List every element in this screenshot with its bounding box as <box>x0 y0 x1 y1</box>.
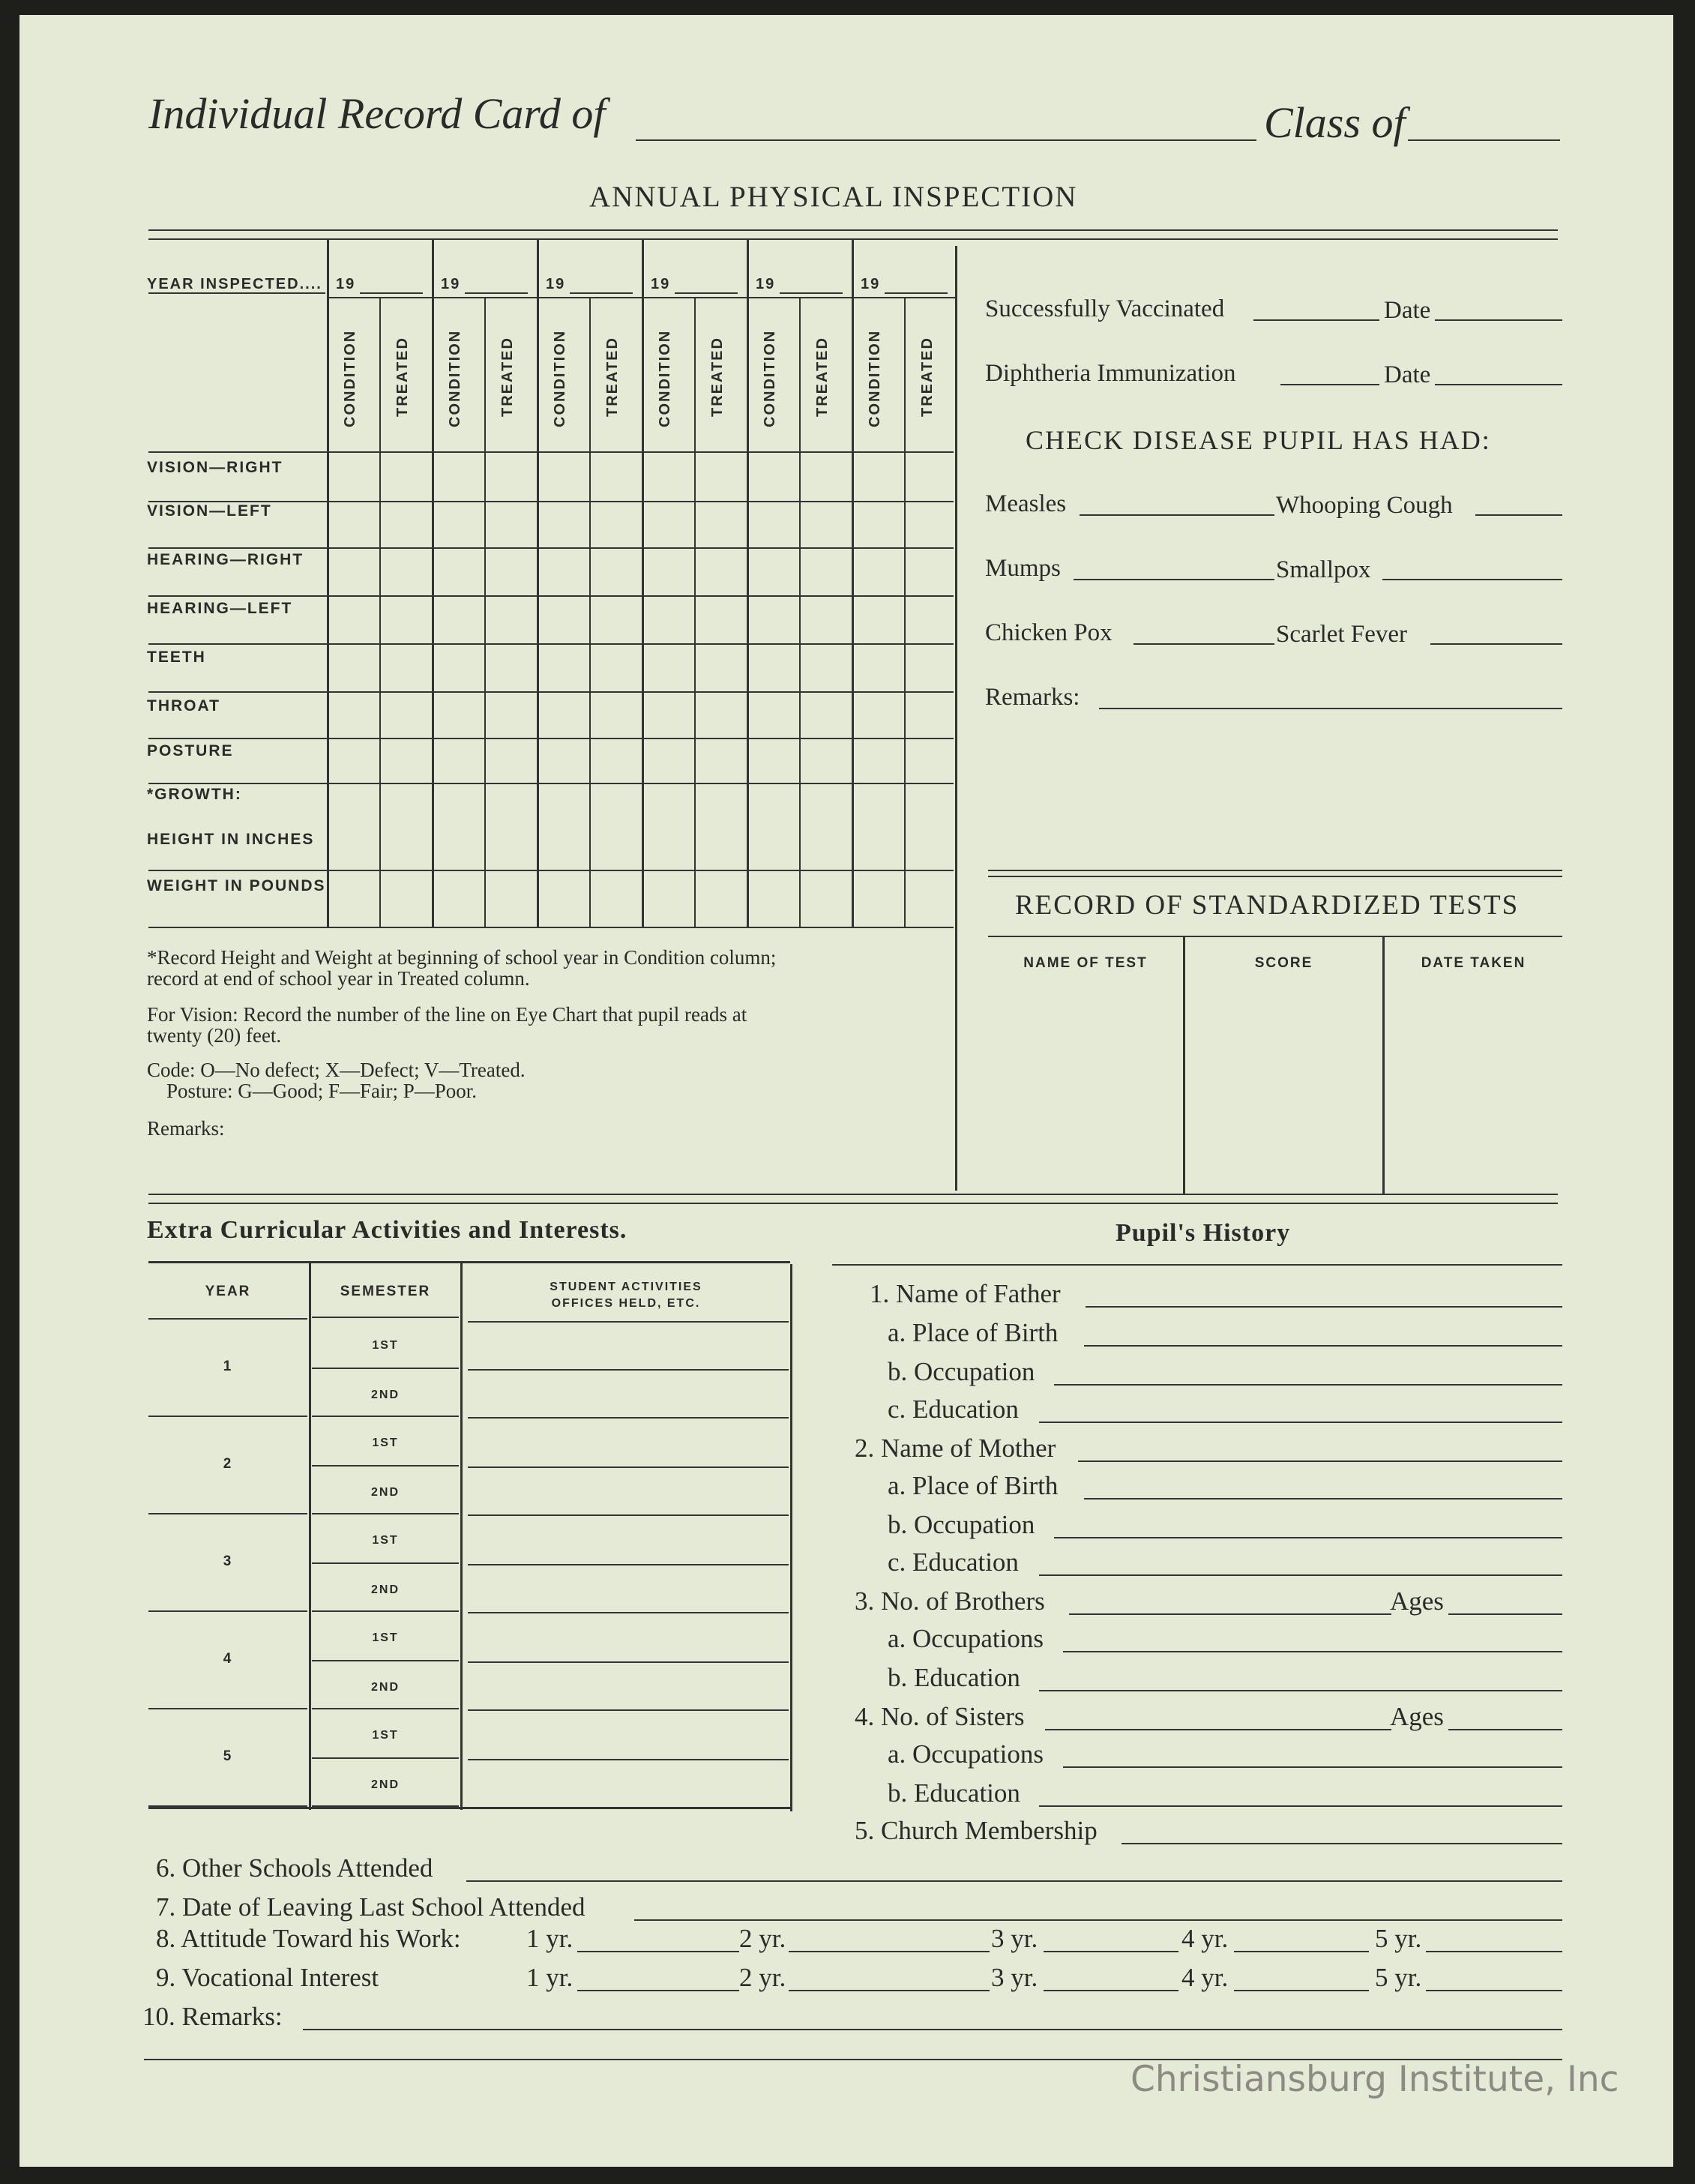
year-prefix: 19 <box>546 276 566 292</box>
row-label: TEETH <box>147 649 206 666</box>
blank-line <box>634 1919 1562 1921</box>
col-name-of-test: NAME OF TEST <box>1023 955 1148 971</box>
whooping-label: Whooping Cough <box>1276 492 1453 519</box>
blank-line <box>789 1951 990 1952</box>
year-number: 2 <box>223 1456 233 1472</box>
history-item: 3. No. of Brothers <box>855 1586 1045 1616</box>
year-label: 3 yr. <box>991 1963 1038 1992</box>
rule <box>148 1807 790 1809</box>
blank-line <box>1044 1951 1178 1952</box>
row-line <box>148 870 954 871</box>
year-col-divider <box>432 240 434 928</box>
mumps-label: Mumps <box>985 555 1061 582</box>
blank-line <box>1074 579 1274 580</box>
card-title: Individual Record Card of <box>148 89 606 138</box>
semester-1st: 1ST <box>372 1437 399 1449</box>
col-divider <box>904 297 906 928</box>
scarlet-label: Scarlet Fever <box>1276 621 1408 648</box>
year-blank-line <box>885 292 948 294</box>
year-label: 5 yr. <box>1375 1924 1422 1953</box>
col-treated: TREATED <box>814 337 831 417</box>
row-line <box>148 547 954 549</box>
rule <box>148 229 1558 231</box>
rule <box>468 1369 789 1371</box>
row-label: VISION—RIGHT <box>147 459 283 476</box>
measles-label: Measles <box>985 490 1067 517</box>
col-divider <box>309 1263 311 1810</box>
rule <box>312 1416 459 1417</box>
blank-line <box>1039 1805 1562 1807</box>
year-blank-line <box>780 292 843 294</box>
blank-line <box>1133 643 1274 645</box>
col-divider <box>799 297 801 928</box>
rule <box>148 1318 307 1320</box>
blank-line <box>1426 1951 1562 1952</box>
row-label: HEARING—LEFT <box>147 600 293 617</box>
year-col-divider <box>642 240 644 928</box>
col-divider <box>1382 937 1385 1194</box>
rule <box>468 1661 789 1663</box>
col-score: SCORE <box>1254 955 1313 971</box>
ages-label: Ages <box>1390 1586 1444 1616</box>
blank-line <box>1426 1990 1562 1991</box>
posture-code: Posture: G—Good; F—Fair; P—Poor. <box>166 1080 478 1102</box>
rule <box>468 1466 789 1468</box>
year-inspected-label: YEAR INSPECTED.... <box>147 276 322 292</box>
blank-line <box>1039 1690 1562 1691</box>
blank-line <box>1044 1990 1178 1991</box>
year-label: 2 yr. <box>739 1924 786 1953</box>
blank-line <box>1234 1990 1369 1991</box>
col-treated: TREATED <box>709 337 726 417</box>
col-divider <box>460 1263 463 1810</box>
col-condition: CONDITION <box>867 329 883 427</box>
rule <box>832 1264 1562 1266</box>
ages-label: Ages <box>1390 1702 1444 1731</box>
year-number: 4 <box>223 1651 233 1667</box>
code-note: Code: O—No defect; X—Defect; V—Treated. <box>147 1059 526 1081</box>
year-blank-line <box>570 292 633 294</box>
history-item: a. Occupations <box>888 1624 1044 1653</box>
rule <box>988 870 1562 871</box>
row-line <box>148 691 954 693</box>
history-item: 5. Church Membership <box>855 1816 1098 1845</box>
rule <box>468 1321 789 1323</box>
watermark: Christiansburg Institute, Inc <box>1130 2059 1619 2100</box>
semester-1st: 1ST <box>372 1729 399 1742</box>
semester-1st: 1ST <box>372 1534 399 1547</box>
col-semester: SEMESTER <box>340 1284 431 1299</box>
blank-line <box>1099 708 1562 709</box>
rule <box>988 936 1562 937</box>
blank-line <box>466 1880 1562 1882</box>
row-line <box>148 738 954 739</box>
year-number: 1 <box>223 1359 233 1374</box>
rule <box>312 1317 459 1318</box>
col-divider <box>694 297 696 928</box>
year-col-divider <box>852 240 854 928</box>
history-item: 1. Name of Father <box>870 1279 1061 1308</box>
chickenpox-label: Chicken Pox <box>985 619 1113 646</box>
rule <box>468 1564 789 1565</box>
year-prefix: 19 <box>756 276 776 292</box>
semester-2nd: 2ND <box>370 1486 400 1499</box>
col-year: YEAR <box>205 1284 251 1299</box>
section-subtitle: ANNUAL PHYSICAL INSPECTION <box>589 181 1078 213</box>
history-item: 6. Other Schools Attended <box>156 1853 433 1883</box>
year-blank-line <box>360 292 423 294</box>
tests-heading: RECORD OF STANDARDIZED TESTS <box>1015 890 1520 921</box>
vacc-date-label: Date <box>1384 297 1431 324</box>
year-prefix: 19 <box>336 276 356 292</box>
blank-line <box>577 1951 739 1952</box>
blank-line <box>1054 1537 1562 1538</box>
activities-heading: Extra Curricular Activities and Interests. <box>147 1216 627 1244</box>
row-label: *GROWTH: <box>147 786 242 803</box>
diphtheria-label: Diphtheria Immunization <box>985 360 1236 387</box>
blank-line <box>1234 1951 1369 1952</box>
history-item: a. Place of Birth <box>888 1318 1059 1347</box>
blank-line <box>1435 319 1562 321</box>
blank-line <box>1253 319 1379 321</box>
blank-line <box>1084 1345 1562 1347</box>
rule <box>468 1759 789 1760</box>
year-label: 4 yr. <box>1181 1924 1229 1953</box>
history-item: 8. Attitude Toward his Work: <box>156 1924 461 1953</box>
col-condition: CONDITION <box>762 329 778 427</box>
row-label: HEARING—RIGHT <box>147 551 304 568</box>
diph-date-label: Date <box>1384 361 1431 388</box>
class-label: Class of <box>1264 98 1406 147</box>
col-condition: CONDITION <box>657 329 673 427</box>
year-label: 1 yr. <box>526 1963 573 1992</box>
blank-line <box>303 2029 1562 2030</box>
row-line <box>148 783 954 784</box>
blank-line <box>577 1990 739 1991</box>
history-item: 2. Name of Mother <box>855 1434 1056 1463</box>
smallpox-label: Smallpox <box>1276 556 1371 583</box>
history-item: 7. Date of Leaving Last School Attended <box>156 1892 585 1922</box>
blank-line <box>1382 579 1562 580</box>
col-condition: CONDITION <box>552 329 568 427</box>
col-divider <box>790 1264 792 1811</box>
col-treated: TREATED <box>919 337 936 417</box>
center-divider <box>955 246 957 1191</box>
rule <box>148 1194 1558 1195</box>
year-prefix: 19 <box>861 276 881 292</box>
history-item: b. Occupation <box>888 1357 1035 1386</box>
blank-line <box>1069 1613 1391 1615</box>
col-condition: CONDITION <box>342 329 358 427</box>
rule <box>148 1416 307 1417</box>
semester-2nd: 2ND <box>370 1389 400 1401</box>
row-label: VISION—LEFT <box>147 502 272 520</box>
year-label: 1 yr. <box>526 1924 573 1953</box>
blank-line <box>1430 643 1562 645</box>
growth-note-2: record at end of school year in Treated column. <box>147 967 530 990</box>
year-col-divider <box>327 240 329 928</box>
blank-line <box>1080 514 1274 516</box>
vision-note: For Vision: Record the number of the line on Eye Chart that pupil reads at <box>147 1003 747 1026</box>
history-item: a. Occupations <box>888 1739 1044 1769</box>
col-activities: STUDENT ACTIVITIES <box>550 1281 702 1293</box>
rule <box>312 1708 459 1709</box>
year-prefix: 19 <box>651 276 671 292</box>
name-blank-line <box>636 139 1256 141</box>
blank-line <box>1039 1422 1562 1423</box>
col-divider <box>484 297 486 928</box>
history-item: b. Education <box>888 1778 1020 1808</box>
history-item: 9. Vocational Interest <box>156 1963 379 1992</box>
rule <box>312 1368 459 1369</box>
history-item: a. Place of Birth <box>888 1471 1059 1500</box>
rule <box>312 1513 459 1514</box>
rule <box>312 1465 459 1466</box>
blank-line <box>1054 1384 1562 1386</box>
year-label: 2 yr. <box>739 1963 786 1992</box>
year-prefix: 19 <box>441 276 461 292</box>
history-item: 10. Remarks: <box>142 2002 283 2031</box>
growth-note: *Record Height and Weight at beginning of school year in Condition column; <box>147 946 777 969</box>
col-divider <box>379 297 381 928</box>
year-col-divider <box>537 240 539 928</box>
rule <box>327 297 955 298</box>
blank-line <box>1063 1651 1562 1652</box>
rule <box>468 1514 789 1516</box>
rule <box>148 1708 307 1709</box>
year-blank-line <box>465 292 528 294</box>
rule <box>468 1709 789 1711</box>
year-col-divider <box>747 240 749 928</box>
rule <box>312 1660 459 1661</box>
rule <box>148 1261 790 1263</box>
rule <box>312 1757 459 1759</box>
col-treated: TREATED <box>394 337 411 417</box>
row-line <box>148 595 954 597</box>
rule <box>468 1612 789 1613</box>
semester-1st: 1ST <box>372 1339 399 1352</box>
rule <box>312 1562 459 1564</box>
row-line <box>148 927 954 928</box>
blank-line <box>1475 514 1562 516</box>
rule <box>148 1610 307 1612</box>
blank-line <box>1122 1843 1562 1844</box>
rule <box>148 292 325 294</box>
history-heading: Pupil's History <box>1116 1219 1291 1247</box>
year-blank-line <box>675 292 738 294</box>
col-activities-2: OFFICES HELD, ETC. <box>551 1297 701 1310</box>
year-label: 4 yr. <box>1181 1963 1229 1992</box>
year-number: 3 <box>223 1553 233 1569</box>
blank-line <box>1039 1574 1562 1576</box>
row-label: POSTURE <box>147 742 234 759</box>
col-divider <box>589 297 591 928</box>
history-item: c. Education <box>888 1547 1019 1577</box>
row-label: WEIGHT IN POUNDS <box>147 877 326 894</box>
blank-line <box>1045 1729 1391 1730</box>
vision-note-2: twenty (20) feet. <box>147 1024 282 1047</box>
rule <box>468 1417 789 1419</box>
rule <box>148 1513 307 1514</box>
blank-line <box>1448 1613 1562 1615</box>
blank-line <box>1448 1729 1562 1730</box>
blank-line <box>1435 384 1562 385</box>
col-treated: TREATED <box>604 337 621 417</box>
semester-2nd: 2ND <box>370 1681 400 1694</box>
blank-line <box>1063 1766 1562 1768</box>
vaccinated-label: Successfully Vaccinated <box>985 295 1225 322</box>
row-line <box>148 643 954 645</box>
history-item: 4. No. of Sisters <box>855 1702 1025 1731</box>
history-item: b. Occupation <box>888 1510 1035 1539</box>
blank-line <box>1084 1498 1562 1499</box>
col-condition: CONDITION <box>447 329 463 427</box>
row-label: HEIGHT IN INCHES <box>147 831 315 848</box>
class-blank-line <box>1408 139 1560 141</box>
history-item: b. Education <box>888 1663 1020 1692</box>
semester-2nd: 2ND <box>370 1583 400 1596</box>
row-label: THROAT <box>147 697 220 715</box>
vacc-remarks-label: Remarks: <box>985 684 1080 711</box>
col-date-taken: DATE TAKEN <box>1421 955 1526 971</box>
check-disease-heading: CHECK DISEASE PUPIL HAS HAD: <box>1026 425 1491 455</box>
year-label: 5 yr. <box>1375 1963 1422 1992</box>
history-item: c. Education <box>888 1395 1019 1424</box>
semester-2nd: 2ND <box>370 1778 400 1791</box>
year-label: 3 yr. <box>991 1924 1038 1953</box>
rule <box>988 876 1562 877</box>
col-treated: TREATED <box>499 337 516 417</box>
rule <box>148 1203 1558 1204</box>
semester-1st: 1ST <box>372 1631 399 1644</box>
blank-line <box>1078 1460 1562 1462</box>
col-divider <box>1183 937 1185 1194</box>
inspection-remarks: Remarks: <box>147 1117 225 1140</box>
rule <box>312 1610 459 1612</box>
blank-line <box>789 1990 990 1991</box>
blank-line <box>1086 1306 1562 1308</box>
blank-line <box>1280 384 1379 385</box>
row-line <box>148 451 954 453</box>
year-number: 5 <box>223 1748 233 1764</box>
